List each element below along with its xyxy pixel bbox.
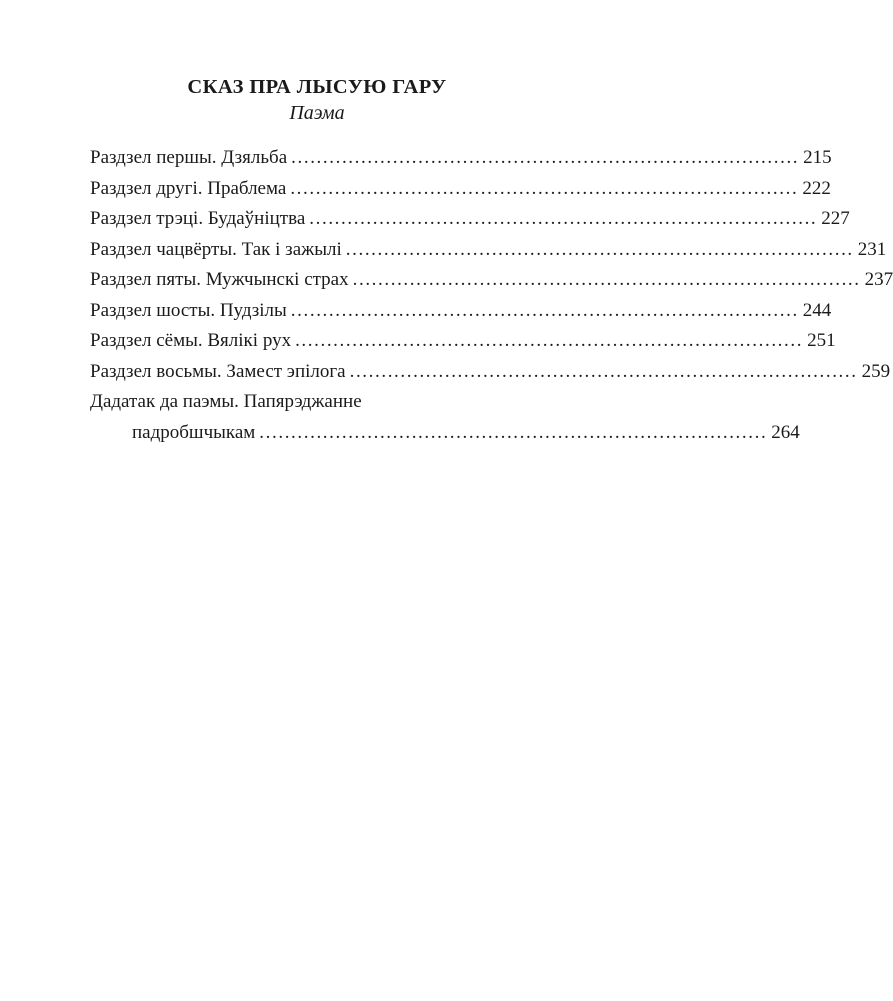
- toc-entry-continuation: [90, 421, 800, 453]
- table-of-contents: [90, 147, 893, 452]
- toc-dot-leader: ................................................................................: [259, 421, 768, 443]
- toc-entry[interactable]: [90, 238, 887, 270]
- toc-entry[interactable]: [90, 299, 832, 331]
- section-title: СКАЗ ПРА ЛЫСУЮ ГАРУ: [187, 76, 447, 98]
- toc-entry-title: Раздзел пяты. Мужчынскі страх: [90, 269, 349, 290]
- toc-entry-title: Раздзел шосты. Пудзілы: [90, 299, 287, 321]
- toc-entry-page: 259: [861, 360, 891, 382]
- toc-dot-leader: ................................................................................: [345, 238, 854, 260]
- toc-entry-page: 237: [864, 269, 893, 290]
- toc-entry-title: Раздзел сёмы. Вялікі рух: [90, 330, 292, 351]
- toc-entry[interactable]: [90, 177, 831, 209]
- toc-dot-leader: ................................................................................: [309, 208, 818, 229]
- toc-entry-title: Раздзел другі. Праблема: [90, 177, 287, 199]
- section-subtitle: Паэма: [289, 102, 345, 124]
- toc-dot-leader: ................................................................................: [349, 360, 858, 382]
- toc-entry-title: Раздзел восьмы. Замест эпілога: [90, 360, 346, 382]
- toc-dot-leader: ................................................................................: [352, 269, 861, 290]
- toc-entry[interactable]: [90, 147, 832, 178]
- toc-entry[interactable]: [90, 208, 850, 239]
- toc-entry-page: 222: [802, 177, 831, 199]
- toc-entry-page: 227: [821, 208, 850, 229]
- toc-entry[interactable]: [90, 330, 836, 361]
- toc-entry-page: 215: [803, 147, 832, 168]
- toc-entry-title: Раздзел першы. Дзяльба: [90, 147, 288, 168]
- toc-entry[interactable]: [90, 269, 893, 300]
- toc-entry-page: 244: [802, 299, 832, 321]
- toc-entry-appendix[interactable]: [90, 391, 800, 452]
- toc-entry-title: Раздзел трэці. Будаўніцтва: [90, 208, 306, 229]
- toc-dot-leader: ................................................................................: [295, 330, 804, 351]
- toc-entry-page: 251: [807, 330, 836, 351]
- toc-dot-leader: ................................................................................: [290, 299, 799, 321]
- toc-entry-title: Раздзел чацвёрты. Так і зажылі: [90, 238, 342, 260]
- toc-entry-title: Дадатак да паэмы. Папярэджанне: [90, 391, 362, 412]
- toc-entry[interactable]: [90, 360, 891, 392]
- toc-entry-page: 231: [857, 238, 887, 260]
- toc-entry-page: 264: [771, 421, 800, 443]
- toc-dot-leader: ................................................................................: [291, 147, 800, 168]
- toc-dot-leader: ................................................................................: [290, 177, 799, 199]
- toc-entry-title-cont: падробшчыкам: [132, 421, 256, 443]
